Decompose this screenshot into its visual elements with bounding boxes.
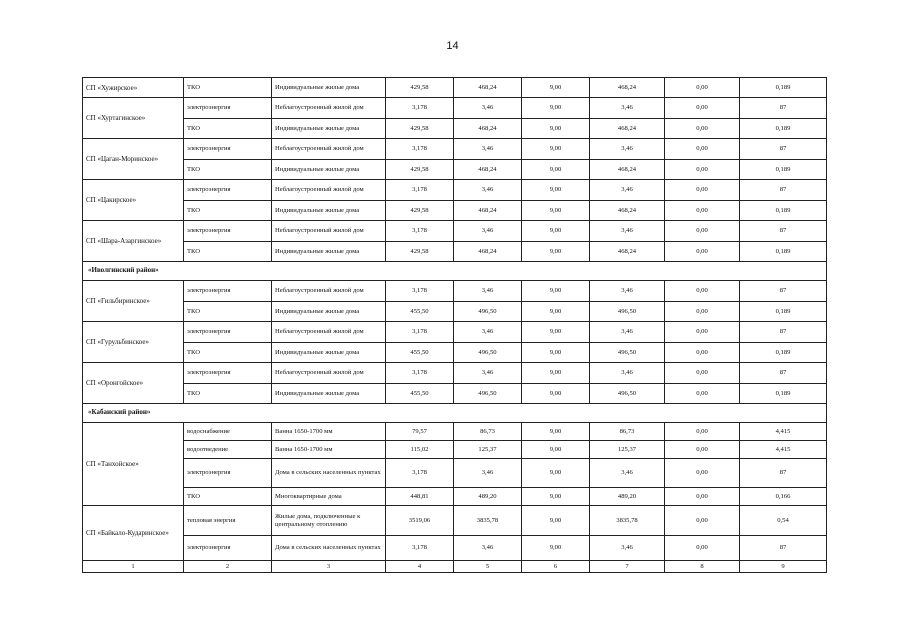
base-tariff-value: 429,58 [386,119,454,139]
tariff-cap-value: 3,46 [590,363,665,384]
tariff-with-growth-value: 3,46 [454,139,522,160]
district-header-row [83,404,827,423]
tariff-cap-value: 3,46 [590,536,665,561]
growth-index-value: 9,00 [522,536,590,561]
column-number: 9 [740,561,827,573]
growth-index-value: 9,00 [522,343,590,363]
base-tariff-value: 79,57 [386,423,454,441]
norm-value: 0,189 [740,119,827,139]
growth-index-value: 9,00 [522,506,590,536]
column-number: 4 [386,561,454,573]
growth-index-value: 9,00 [522,281,590,302]
table-row [83,221,827,242]
deviation-value: 0,00 [665,322,740,343]
utility-type: электроэнергия [184,221,272,242]
housing-type: Многоквартирные дома [272,488,386,506]
table-row [83,322,827,343]
tariff-with-growth-value: 3,46 [454,536,522,561]
norm-value: 0,166 [740,488,827,506]
housing-type: Индивидуальные жилые дома [272,384,386,404]
tariff-cap-value: 468,24 [590,160,665,180]
deviation-value: 0,00 [665,242,740,262]
housing-type: Индивидуальные жилые дома [272,160,386,180]
base-tariff-value: 455,50 [386,343,454,363]
utility-type: ТКО [184,488,272,506]
tariff-cap-value: 496,50 [590,384,665,404]
tariff-cap-value: 3,46 [590,221,665,242]
base-tariff-value: 3,178 [386,536,454,561]
tariff-cap-value: 3,46 [590,281,665,302]
tariff-with-growth-value: 3835,78 [454,506,522,536]
tariff-with-growth-value: 468,24 [454,119,522,139]
table-row [83,384,827,404]
tariff-with-growth-value: 496,50 [454,302,522,322]
deviation-value: 0,00 [665,180,740,201]
tariff-cap-value: 468,24 [590,78,665,98]
deviation-value: 0,00 [665,119,740,139]
housing-type: Индивидуальные жилые дома [272,302,386,322]
tariff-cap-value: 3,46 [590,98,665,119]
growth-index-value: 9,00 [522,384,590,404]
base-tariff-value: 448,81 [386,488,454,506]
utility-type: водоснабжение [184,423,272,441]
norm-value: 0,189 [740,242,827,262]
housing-type: Ванна 1650-1700 мм [272,441,386,459]
table-row [83,423,827,441]
base-tariff-value: 429,58 [386,242,454,262]
deviation-value: 0,00 [665,343,740,363]
settlement-name: СП «Хуртагинское» [83,98,184,139]
table-row [83,180,827,201]
tariff-with-growth-value: 3,46 [454,281,522,302]
district-name: «Кабанский район» [83,404,827,423]
utility-type: электроэнергия [184,281,272,302]
tariff-cap-value: 125,37 [590,441,665,459]
utility-type: ТКО [184,242,272,262]
base-tariff-value: 115,02 [386,441,454,459]
table-row [83,506,827,536]
growth-index-value: 9,00 [522,322,590,343]
table-row [83,201,827,221]
column-number: 7 [590,561,665,573]
growth-index-value: 9,00 [522,423,590,441]
district-header-row [83,262,827,281]
norm-value: 87 [740,98,827,119]
tariff-with-growth-value: 489,20 [454,488,522,506]
norm-value: 87 [740,221,827,242]
norm-value: 0,189 [740,343,827,363]
column-number: 2 [184,561,272,573]
settlement-name: СП «Гильбиринское» [83,281,184,322]
utility-type: водоотведение [184,441,272,459]
tariff-with-growth-value: 3,46 [454,322,522,343]
tariff-with-growth-value: 496,50 [454,384,522,404]
tariff-with-growth-value: 468,24 [454,201,522,221]
deviation-value: 0,00 [665,384,740,404]
settlement-name: СП «Байкало-Кударинское» [83,506,184,561]
settlement-name: СП «Цаган-Моринское» [83,139,184,180]
tariff-with-growth-value: 3,46 [454,98,522,119]
utility-type: электроэнергия [184,98,272,119]
table-row [83,281,827,302]
tariff-cap-value: 86,73 [590,423,665,441]
utility-type: ТКО [184,119,272,139]
housing-type: Жилые дома, подключенные к центральному отоплению [272,506,386,536]
settlement-name: СП «Гурульбинское» [83,322,184,363]
base-tariff-value: 429,58 [386,201,454,221]
growth-index-value: 9,00 [522,488,590,506]
deviation-value: 0,00 [665,160,740,180]
growth-index-value: 9,00 [522,242,590,262]
table-row [83,488,827,506]
deviation-value: 0,00 [665,281,740,302]
utility-type: электроэнергия [184,536,272,561]
base-tariff-value: 3,178 [386,363,454,384]
growth-index-value: 9,00 [522,221,590,242]
housing-type: Ванна 1650-1700 мм [272,423,386,441]
deviation-value: 0,00 [665,506,740,536]
tariff-cap-value: 496,50 [590,302,665,322]
tariff-cap-value: 489,20 [590,488,665,506]
utility-type: ТКО [184,201,272,221]
growth-index-value: 9,00 [522,459,590,488]
tariff-cap-value: 468,24 [590,119,665,139]
growth-index-value: 9,00 [522,441,590,459]
base-tariff-value: 3,178 [386,180,454,201]
deviation-value: 0,00 [665,139,740,160]
tariff-with-growth-value: 468,24 [454,160,522,180]
tariff-with-growth-value: 468,24 [454,242,522,262]
utility-type: ТКО [184,343,272,363]
table-row [83,98,827,119]
table-row [83,139,827,160]
settlement-name: СП «Оронгойское» [83,363,184,404]
table-row [83,459,827,488]
growth-index-value: 9,00 [522,139,590,160]
growth-index-value: 9,00 [522,98,590,119]
norm-value: 0,54 [740,506,827,536]
norm-value: 87 [740,322,827,343]
table-row [83,119,827,139]
housing-type: Неблагоустроенный жилой дом [272,221,386,242]
utility-type: ТКО [184,78,272,98]
deviation-value: 0,00 [665,441,740,459]
settlement-name: СП «Цакирское» [83,180,184,221]
utility-type: ТКО [184,160,272,180]
page-number: 14 [446,40,459,52]
housing-type: Индивидуальные жилые дома [272,78,386,98]
growth-index-value: 9,00 [522,160,590,180]
norm-value: 0,189 [740,160,827,180]
base-tariff-value: 3,178 [386,139,454,160]
utility-type: электроэнергия [184,322,272,343]
utility-type: электроэнергия [184,139,272,160]
deviation-value: 0,00 [665,201,740,221]
deviation-value: 0,00 [665,488,740,506]
district-name: «Иволгинский район» [83,262,827,281]
growth-index-value: 9,00 [522,201,590,221]
deviation-value: 0,00 [665,536,740,561]
housing-type: Индивидуальные жилые дома [272,343,386,363]
column-number: 5 [454,561,522,573]
settlement-name: СП «Танхойское» [83,423,184,506]
growth-index-value: 9,00 [522,180,590,201]
base-tariff-value: 3,178 [386,459,454,488]
growth-index-value: 9,00 [522,119,590,139]
growth-index-value: 9,00 [522,363,590,384]
table-row [83,302,827,322]
base-tariff-value: 429,58 [386,78,454,98]
base-tariff-value: 3519,06 [386,506,454,536]
growth-index-value: 9,00 [522,78,590,98]
norm-value: 87 [740,281,827,302]
deviation-value: 0,00 [665,302,740,322]
tariff-table [82,77,827,573]
norm-value: 87 [740,363,827,384]
housing-type: Неблагоустроенный жилой дом [272,98,386,119]
deviation-value: 0,00 [665,363,740,384]
housing-type: Дома в сельских населенных пунктах [272,459,386,488]
norm-value: 87 [740,459,827,488]
tariff-with-growth-value: 125,37 [454,441,522,459]
norm-value: 4,415 [740,423,827,441]
tariff-with-growth-value: 3,46 [454,363,522,384]
deviation-value: 0,00 [665,78,740,98]
housing-type: Неблагоустроенный жилой дом [272,363,386,384]
table-row [83,363,827,384]
base-tariff-value: 455,50 [386,302,454,322]
growth-index-value: 9,00 [522,302,590,322]
table-row [83,441,827,459]
tariff-cap-value: 496,50 [590,343,665,363]
housing-type: Индивидуальные жилые дома [272,201,386,221]
utility-type: тепловая энергия [184,506,272,536]
utility-type: ТКО [184,302,272,322]
deviation-value: 0,00 [665,459,740,488]
tariff-cap-value: 3,46 [590,139,665,160]
tariff-cap-value: 3,46 [590,322,665,343]
housing-type: Индивидуальные жилые дома [272,242,386,262]
norm-value: 87 [740,180,827,201]
norm-value: 87 [740,536,827,561]
base-tariff-value: 3,178 [386,221,454,242]
deviation-value: 0,00 [665,98,740,119]
deviation-value: 0,00 [665,423,740,441]
housing-type: Индивидуальные жилые дома [272,119,386,139]
housing-type: Дома в сельских населенных пунктах [272,536,386,561]
norm-value: 4,415 [740,441,827,459]
tariff-with-growth-value: 86,73 [454,423,522,441]
utility-type: электроэнергия [184,459,272,488]
utility-type: электроэнергия [184,180,272,201]
housing-type: Неблагоустроенный жилой дом [272,180,386,201]
settlement-name: СП «Хужирское» [83,78,184,98]
base-tariff-value: 3,178 [386,322,454,343]
housing-type: Неблагоустроенный жилой дом [272,322,386,343]
norm-value: 0,189 [740,201,827,221]
deviation-value: 0,00 [665,221,740,242]
table-row [83,242,827,262]
tariff-cap-value: 3,46 [590,180,665,201]
column-number: 3 [272,561,386,573]
base-tariff-value: 429,58 [386,160,454,180]
norm-value: 0,189 [740,302,827,322]
tariff-cap-value: 468,24 [590,201,665,221]
column-number: 6 [522,561,590,573]
tariff-cap-value: 3,46 [590,459,665,488]
tariff-cap-value: 3835,78 [590,506,665,536]
norm-value: 0,189 [740,78,827,98]
column-number-row [83,561,827,573]
base-tariff-value: 3,178 [386,98,454,119]
table-row [83,78,827,98]
utility-type: электроэнергия [184,363,272,384]
utility-type: ТКО [184,384,272,404]
settlement-name: СП «Шара-Азаргинское» [83,221,184,262]
housing-type: Неблагоустроенный жилой дом [272,281,386,302]
norm-value: 0,189 [740,384,827,404]
tariff-cap-value: 468,24 [590,242,665,262]
tariff-with-growth-value: 468,24 [454,78,522,98]
column-number: 8 [665,561,740,573]
table-row [83,160,827,180]
housing-type: Неблагоустроенный жилой дом [272,139,386,160]
base-tariff-value: 455,50 [386,384,454,404]
tariff-with-growth-value: 3,46 [454,180,522,201]
column-number: 1 [83,561,184,573]
table-row [83,536,827,561]
norm-value: 87 [740,139,827,160]
tariff-with-growth-value: 496,50 [454,343,522,363]
table-row [83,343,827,363]
base-tariff-value: 3,178 [386,281,454,302]
tariff-with-growth-value: 3,46 [454,459,522,488]
tariff-with-growth-value: 3,46 [454,221,522,242]
